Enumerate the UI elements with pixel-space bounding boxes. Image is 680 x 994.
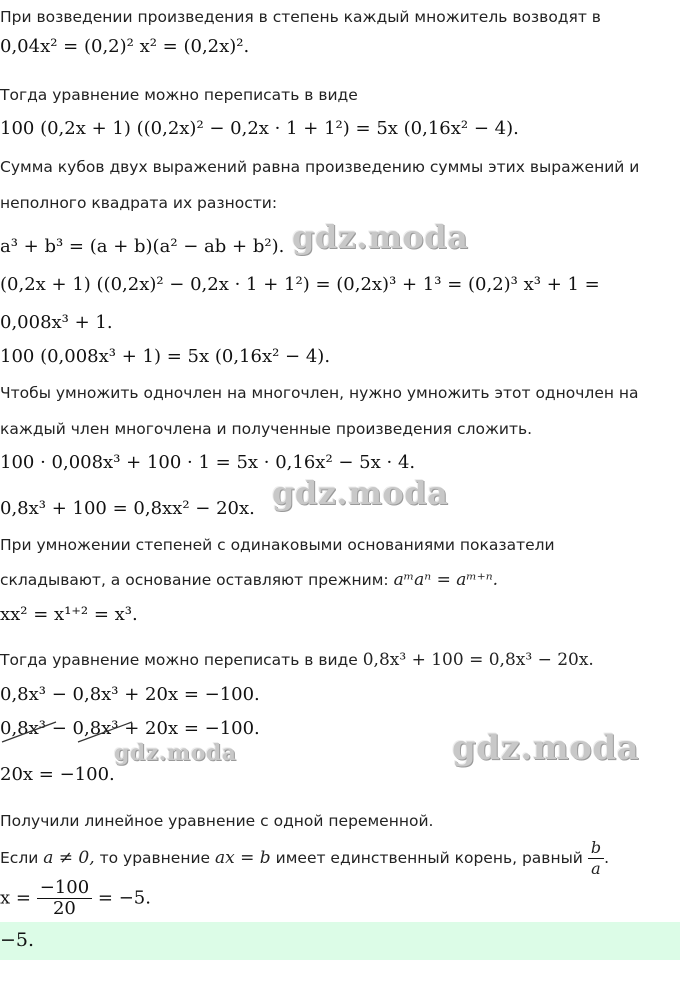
math-line-23-a: a ≠ 0, [43,848,95,868]
text-line-18 [0,650,594,670]
watermark-2: gdz.moda [272,474,449,512]
math-line-14: 0,8x³ + 100 = 0,8xx² − 20x. [0,498,255,519]
fraction-denominator: a [591,859,601,878]
text-line-11: Чтобы умножить одночлен на многочлен, нужно умножить этот одночлен на [0,384,639,402]
watermark-1: gdz.moda [292,218,469,256]
text-line-18-text: Тогда уравнение можно переписать в виде [0,651,358,669]
watermark-3: gdz.moda [114,740,237,766]
math-line-8: (0,2x + 1) ((0,2x)² − 0,2x · 1 + 1²) = (0,2x)³ + 1³ = (0,2)³ x³ + 1 = [0,274,600,295]
math-line-9: 0,008x³ + 1. [0,312,113,333]
math-line-7: a³ + b³ = (a + b)(a² − ab + b²). [0,236,285,257]
text-line-23-c: имеет единственный корень, равный [275,849,583,867]
text-line-1: При возведении произведения в степень каждый множитель возводят в [0,8,601,26]
math-line-18-formula: 0,8x³ + 100 = 0,8x³ − 20x. [362,650,594,670]
text-line-5: Сумма кубов двух выражений равна произведению суммы этих выражений и [0,158,640,176]
watermark-4: gdz.moda [452,728,640,768]
text-line-23: Если a ≠ 0, то уравнение ax = b имеет единственный корень, равный $\frac{b}{a}$ . [0,838,610,878]
text-line-22: Получили линейное уравнение с одной переменной. [0,812,434,830]
math-line-24-lhs: x = [0,887,31,909]
fraction-numerator: b [588,838,604,859]
math-line-4: 100 (0,2x + 1) ((0,2x)² − 0,2x · 1 + 1²) = 5x (0,16x² − 4). [0,118,519,139]
math-line-2: 0,04x² = (0,2)² x² = (0,2x)². [0,36,250,57]
answer-box [0,922,680,960]
math-line-16-formula: aᵐaⁿ = aᵐ⁺ⁿ. [393,570,499,590]
text-line-23-a: Если [0,849,39,867]
math-line-20: 0,8x³ − 0,8x³ + 20x = −100. [0,718,260,739]
answer-value: −5. [0,929,35,951]
math-line-24-rhs: = −5. [97,887,151,909]
math-line-17: xx² = x¹⁺² = x³. [0,604,138,625]
text-line-16 [0,570,498,590]
math-line-13: 100 · 0,008x³ + 100 · 1 = 5x · 0,16x² − 5x · 4. [0,452,416,473]
fraction-denominator: 20 [52,898,76,919]
fraction-b-over-a [588,838,604,879]
math-line-10: 100 (0,008x³ + 1) = 5x (0,16x² − 4). [0,346,331,367]
text-line-23-b: то уравнение [99,849,211,867]
math-line-21: 20x = −100. [0,764,115,785]
text-line-16-text: складывают, а основание оставляют прежним: [0,571,389,589]
math-line-24 [0,878,151,919]
text-line-3: Тогда уравнение можно переписать в виде [0,86,358,104]
text-line-15: При умножении степеней с одинаковыми основаниями показатели [0,536,555,554]
fraction-minus100-over-20 [37,878,92,919]
fraction-numerator: −100 [37,878,92,899]
text-line-12: каждый член многочлена и полученные произведения сложить. [0,420,533,438]
text-line-6: неполного квадрата их разности: [0,194,278,212]
math-line-23-b: ax = b [215,848,271,868]
math-line-19: 0,8x³ − 0,8x³ + 20x = −100. [0,684,260,705]
